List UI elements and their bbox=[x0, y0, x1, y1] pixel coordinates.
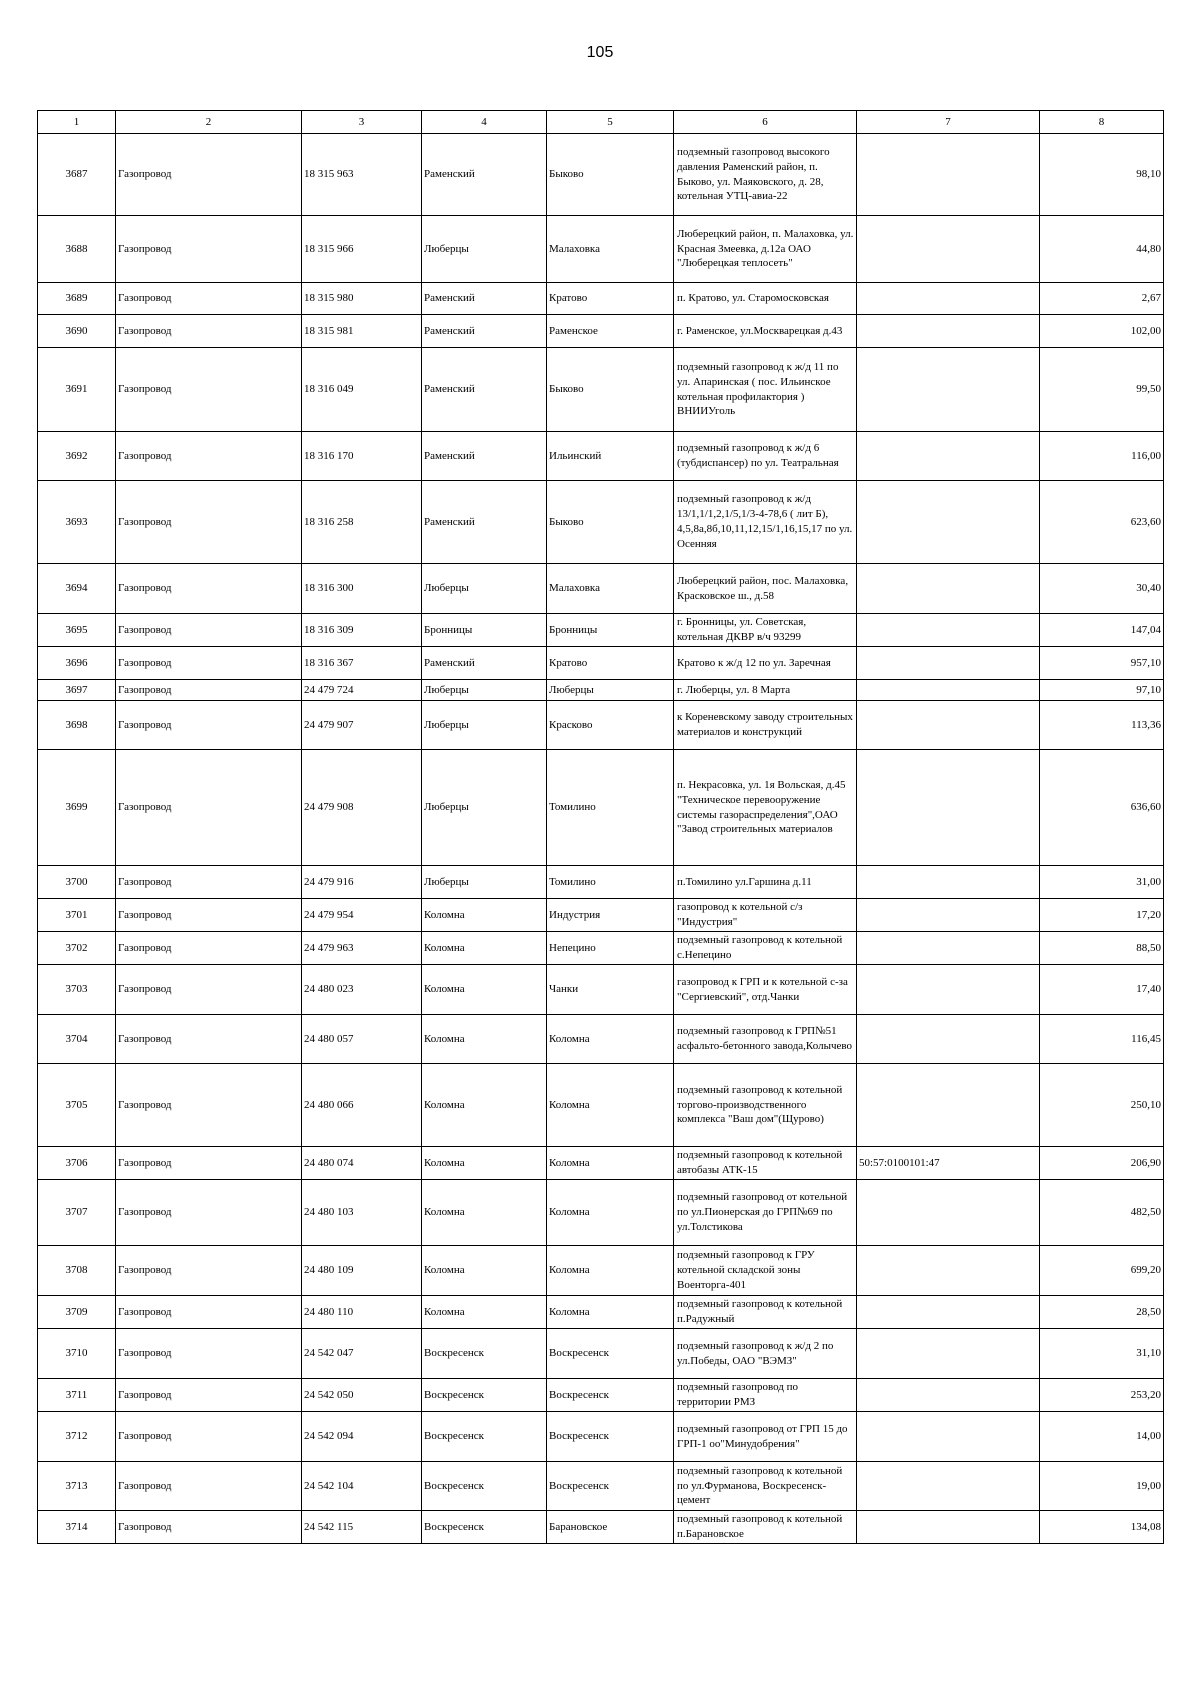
cell-description: подземный газопровод к котельной п.Радужный bbox=[674, 1296, 857, 1329]
cell-locality: Воскресенск bbox=[547, 1462, 674, 1511]
cell-inventory-code: 18 316 300 bbox=[302, 564, 422, 614]
cell-row-number: 3711 bbox=[38, 1379, 116, 1412]
cell-description: подземный газопровод к ж/д 11 по ул. Апаринская ( пос. Ильинское котельная профилактория ) ВНИИУголь bbox=[674, 348, 857, 432]
cell-locality: Коломна bbox=[547, 1246, 674, 1296]
cell-locality: Люберцы bbox=[547, 680, 674, 701]
cell-locality: Малаховка bbox=[547, 216, 674, 283]
table-row bbox=[38, 564, 1164, 614]
cell-locality: Томилино bbox=[547, 866, 674, 899]
cell-inventory-code: 24 542 047 bbox=[302, 1329, 422, 1379]
cell-locality: Коломна bbox=[547, 1064, 674, 1147]
cell-length-value: 44,80 bbox=[1040, 216, 1164, 283]
cell-description: подземный газопровод к котельной автобазы АТК-15 bbox=[674, 1147, 857, 1180]
cell-district: Коломна bbox=[422, 1147, 547, 1180]
cell-cadastral-number bbox=[857, 1296, 1040, 1329]
cell-length-value: 250,10 bbox=[1040, 1064, 1164, 1147]
cell-object-type: Газопровод bbox=[116, 1180, 302, 1246]
cell-object-type: Газопровод bbox=[116, 701, 302, 750]
cell-length-value: 98,10 bbox=[1040, 134, 1164, 216]
cell-length-value: 88,50 bbox=[1040, 932, 1164, 965]
cell-locality: Коломна bbox=[547, 1296, 674, 1329]
cell-locality: Коломна bbox=[547, 1147, 674, 1180]
cell-object-type: Газопровод bbox=[116, 1064, 302, 1147]
cell-district: Воскресенск bbox=[422, 1511, 547, 1544]
cell-object-type: Газопровод bbox=[116, 432, 302, 481]
cell-locality: Быково bbox=[547, 348, 674, 432]
cell-district: Раменский bbox=[422, 481, 547, 564]
cell-cadastral-number bbox=[857, 647, 1040, 680]
cell-length-value: 17,20 bbox=[1040, 899, 1164, 932]
cell-row-number: 3690 bbox=[38, 315, 116, 348]
table-row bbox=[38, 1015, 1164, 1064]
cell-locality: Кратово bbox=[547, 647, 674, 680]
cell-cadastral-number bbox=[857, 564, 1040, 614]
cell-length-value: 28,50 bbox=[1040, 1296, 1164, 1329]
cell-district: Коломна bbox=[422, 932, 547, 965]
cell-row-number: 3713 bbox=[38, 1462, 116, 1511]
cell-district: Люберцы bbox=[422, 564, 547, 614]
cell-cadastral-number bbox=[857, 348, 1040, 432]
cell-cadastral-number bbox=[857, 1015, 1040, 1064]
cell-description: подземный газопровод от котельной по ул.Пионерская до ГРП№69 по ул.Толстикова bbox=[674, 1180, 857, 1246]
cell-cadastral-number bbox=[857, 283, 1040, 315]
table-row bbox=[38, 216, 1164, 283]
cell-length-value: 30,40 bbox=[1040, 564, 1164, 614]
cell-length-value: 699,20 bbox=[1040, 1246, 1164, 1296]
cell-description: г. Бронницы, ул. Советская, котельная ДКВР в/ч 93299 bbox=[674, 614, 857, 647]
cell-object-type: Газопровод bbox=[116, 899, 302, 932]
cell-row-number: 3692 bbox=[38, 432, 116, 481]
cell-inventory-code: 24 479 908 bbox=[302, 750, 422, 866]
cell-description: п. Некрасовка, ул. 1я Вольская, д.45 "Техническое перевооружение системы газораспределения",ОАО "Завод строительных материалов bbox=[674, 750, 857, 866]
cell-cadastral-number bbox=[857, 701, 1040, 750]
cell-object-type: Газопровод bbox=[116, 134, 302, 216]
table-row bbox=[38, 1147, 1164, 1180]
table-row bbox=[38, 750, 1164, 866]
table-row bbox=[38, 134, 1164, 216]
cell-inventory-code: 24 479 954 bbox=[302, 899, 422, 932]
cell-object-type: Газопровод bbox=[116, 1412, 302, 1462]
cell-object-type: Газопровод bbox=[116, 965, 302, 1015]
header-row bbox=[38, 111, 1164, 134]
cell-row-number: 3694 bbox=[38, 564, 116, 614]
cell-row-number: 3709 bbox=[38, 1296, 116, 1329]
cell-locality: Быково bbox=[547, 481, 674, 564]
cell-cadastral-number bbox=[857, 1412, 1040, 1462]
cell-inventory-code: 24 479 963 bbox=[302, 932, 422, 965]
cell-row-number: 3699 bbox=[38, 750, 116, 866]
cell-locality: Быково bbox=[547, 134, 674, 216]
cell-length-value: 116,45 bbox=[1040, 1015, 1164, 1064]
cell-inventory-code: 24 479 724 bbox=[302, 680, 422, 701]
cell-object-type: Газопровод bbox=[116, 315, 302, 348]
cell-description: подземный газопровод к ГРУ котельной складской зоны Военторга-401 bbox=[674, 1246, 857, 1296]
cell-inventory-code: 24 542 104 bbox=[302, 1462, 422, 1511]
cell-row-number: 3707 bbox=[38, 1180, 116, 1246]
cell-inventory-code: 18 315 980 bbox=[302, 283, 422, 315]
cell-cadastral-number bbox=[857, 680, 1040, 701]
cell-row-number: 3688 bbox=[38, 216, 116, 283]
cell-length-value: 102,00 bbox=[1040, 315, 1164, 348]
cell-row-number: 3701 bbox=[38, 899, 116, 932]
cell-row-number: 3704 bbox=[38, 1015, 116, 1064]
cell-district: Коломна bbox=[422, 1296, 547, 1329]
table-row bbox=[38, 1379, 1164, 1412]
table-row bbox=[38, 614, 1164, 647]
column-header-3: 3 bbox=[302, 111, 422, 134]
cell-cadastral-number bbox=[857, 1462, 1040, 1511]
cell-inventory-code: 24 542 115 bbox=[302, 1511, 422, 1544]
cell-inventory-code: 18 316 170 bbox=[302, 432, 422, 481]
cell-locality: Коломна bbox=[547, 1015, 674, 1064]
cell-cadastral-number bbox=[857, 134, 1040, 216]
cell-object-type: Газопровод bbox=[116, 680, 302, 701]
cell-description: газопровод к ГРП и к котельной с-за "Сергиевский", отд.Чанки bbox=[674, 965, 857, 1015]
cell-locality: Малаховка bbox=[547, 564, 674, 614]
cell-inventory-code: 18 315 963 bbox=[302, 134, 422, 216]
cell-length-value: 97,10 bbox=[1040, 680, 1164, 701]
cell-row-number: 3714 bbox=[38, 1511, 116, 1544]
cell-length-value: 253,20 bbox=[1040, 1379, 1164, 1412]
cell-inventory-code: 24 542 094 bbox=[302, 1412, 422, 1462]
cell-object-type: Газопровод bbox=[116, 283, 302, 315]
table-row bbox=[38, 283, 1164, 315]
cell-district: Воскресенск bbox=[422, 1412, 547, 1462]
cell-row-number: 3695 bbox=[38, 614, 116, 647]
cell-locality: Кратово bbox=[547, 283, 674, 315]
cell-cadastral-number bbox=[857, 866, 1040, 899]
cell-inventory-code: 18 315 966 bbox=[302, 216, 422, 283]
cell-length-value: 31,00 bbox=[1040, 866, 1164, 899]
cell-cadastral-number bbox=[857, 1064, 1040, 1147]
cell-cadastral-number bbox=[857, 481, 1040, 564]
cell-description: к Кореневскому заводу строительных материалов и конструкций bbox=[674, 701, 857, 750]
cell-locality: Ильинский bbox=[547, 432, 674, 481]
cell-district: Коломна bbox=[422, 1180, 547, 1246]
cell-row-number: 3698 bbox=[38, 701, 116, 750]
cell-length-value: 2,67 bbox=[1040, 283, 1164, 315]
cell-locality: Раменское bbox=[547, 315, 674, 348]
column-header-4: 4 bbox=[422, 111, 547, 134]
cell-cadastral-number bbox=[857, 315, 1040, 348]
cell-district: Раменский bbox=[422, 315, 547, 348]
cell-row-number: 3691 bbox=[38, 348, 116, 432]
cell-description: Люберецкий район, пос. Малаховка, Красковское ш., д.58 bbox=[674, 564, 857, 614]
table-row bbox=[38, 647, 1164, 680]
cell-description: п. Кратово, ул. Старомосковская bbox=[674, 283, 857, 315]
table-row bbox=[38, 1296, 1164, 1329]
cell-row-number: 3687 bbox=[38, 134, 116, 216]
cell-description: г. Раменское, ул.Москварецкая д.43 bbox=[674, 315, 857, 348]
cell-district: Раменский bbox=[422, 647, 547, 680]
cell-cadastral-number bbox=[857, 899, 1040, 932]
cell-description: Кратово к ж/д 12 по ул. Заречная bbox=[674, 647, 857, 680]
page-number: 105 bbox=[586, 44, 614, 61]
cell-row-number: 3710 bbox=[38, 1329, 116, 1379]
cell-row-number: 3703 bbox=[38, 965, 116, 1015]
cell-inventory-code: 18 316 309 bbox=[302, 614, 422, 647]
cell-cadastral-number: 50:57:0100101:47 bbox=[857, 1147, 1040, 1180]
cell-locality: Воскресенск bbox=[547, 1379, 674, 1412]
cell-locality: Барановское bbox=[547, 1511, 674, 1544]
cell-row-number: 3708 bbox=[38, 1246, 116, 1296]
table-row bbox=[38, 1329, 1164, 1379]
cell-object-type: Газопровод bbox=[116, 1015, 302, 1064]
cell-object-type: Газопровод bbox=[116, 647, 302, 680]
cell-length-value: 206,90 bbox=[1040, 1147, 1164, 1180]
cell-district: Люберцы bbox=[422, 701, 547, 750]
cell-cadastral-number bbox=[857, 965, 1040, 1015]
cell-row-number: 3705 bbox=[38, 1064, 116, 1147]
cell-district: Люберцы bbox=[422, 216, 547, 283]
cell-length-value: 19,00 bbox=[1040, 1462, 1164, 1511]
cell-row-number: 3697 bbox=[38, 680, 116, 701]
cell-description: подземный газопровод к котельной с.Непецино bbox=[674, 932, 857, 965]
cell-cadastral-number bbox=[857, 1329, 1040, 1379]
cell-length-value: 134,08 bbox=[1040, 1511, 1164, 1544]
cell-district: Воскресенск bbox=[422, 1329, 547, 1379]
cell-row-number: 3689 bbox=[38, 283, 116, 315]
table-row bbox=[38, 348, 1164, 432]
cell-row-number: 3696 bbox=[38, 647, 116, 680]
cell-district: Раменский bbox=[422, 348, 547, 432]
column-header-2: 2 bbox=[116, 111, 302, 134]
cell-locality: Чанки bbox=[547, 965, 674, 1015]
cell-row-number: 3712 bbox=[38, 1412, 116, 1462]
cell-object-type: Газопровод bbox=[116, 614, 302, 647]
cell-object-type: Газопровод bbox=[116, 481, 302, 564]
cell-district: Воскресенск bbox=[422, 1462, 547, 1511]
cell-cadastral-number bbox=[857, 1511, 1040, 1544]
cell-inventory-code: 24 479 916 bbox=[302, 866, 422, 899]
cell-description: подземный газопровод высокого давления Раменский район, п. Быково, ул. Маяковского, д. 28, котельная УТЦ-авиа-22 bbox=[674, 134, 857, 216]
cell-length-value: 17,40 bbox=[1040, 965, 1164, 1015]
cell-description: г. Люберцы, ул. 8 Марта bbox=[674, 680, 857, 701]
table-row bbox=[38, 1511, 1164, 1544]
cell-inventory-code: 18 316 367 bbox=[302, 647, 422, 680]
cell-row-number: 3693 bbox=[38, 481, 116, 564]
cell-length-value: 636,60 bbox=[1040, 750, 1164, 866]
cell-object-type: Газопровод bbox=[116, 1462, 302, 1511]
cell-cadastral-number bbox=[857, 1180, 1040, 1246]
cell-length-value: 14,00 bbox=[1040, 1412, 1164, 1462]
cell-object-type: Газопровод bbox=[116, 348, 302, 432]
cell-district: Коломна bbox=[422, 965, 547, 1015]
cell-inventory-code: 24 480 066 bbox=[302, 1064, 422, 1147]
table-row bbox=[38, 1064, 1164, 1147]
cell-object-type: Газопровод bbox=[116, 932, 302, 965]
cell-locality: Непецино bbox=[547, 932, 674, 965]
cell-locality: Бронницы bbox=[547, 614, 674, 647]
cell-inventory-code: 24 480 103 bbox=[302, 1180, 422, 1246]
cell-locality: Красково bbox=[547, 701, 674, 750]
cell-row-number: 3700 bbox=[38, 866, 116, 899]
cell-district: Коломна bbox=[422, 1015, 547, 1064]
cell-cadastral-number bbox=[857, 932, 1040, 965]
cell-description: подземный газопровод к котельной по ул.Фурманова, Воскресенск-цемент bbox=[674, 1462, 857, 1511]
cell-locality: Томилино bbox=[547, 750, 674, 866]
cell-object-type: Газопровод bbox=[116, 1379, 302, 1412]
table-row bbox=[38, 1180, 1164, 1246]
cell-inventory-code: 24 480 074 bbox=[302, 1147, 422, 1180]
cell-district: Воскресенск bbox=[422, 1379, 547, 1412]
cell-locality: Воскресенск bbox=[547, 1329, 674, 1379]
cell-locality: Воскресенск bbox=[547, 1412, 674, 1462]
cell-inventory-code: 24 480 109 bbox=[302, 1246, 422, 1296]
cell-row-number: 3706 bbox=[38, 1147, 116, 1180]
cell-length-value: 482,50 bbox=[1040, 1180, 1164, 1246]
cell-cadastral-number bbox=[857, 614, 1040, 647]
cell-object-type: Газопровод bbox=[116, 1246, 302, 1296]
cell-district: Раменский bbox=[422, 134, 547, 216]
cell-description: подземный газопровод к ж/д 2 по ул.Победы, ОАО "ВЭМЗ" bbox=[674, 1329, 857, 1379]
cell-cadastral-number bbox=[857, 1379, 1040, 1412]
column-header-7: 7 bbox=[857, 111, 1040, 134]
cell-description: подземный газопровод к котельной торгово-производственного комплекса "Ваш дом"(Щурово) bbox=[674, 1064, 857, 1147]
cell-inventory-code: 24 480 023 bbox=[302, 965, 422, 1015]
cell-description: подземный газопровод от ГРП 15 до ГРП-1 оо"Минудобрения" bbox=[674, 1412, 857, 1462]
cell-object-type: Газопровод bbox=[116, 564, 302, 614]
cell-inventory-code: 18 316 258 bbox=[302, 481, 422, 564]
cell-description: подземный газопровод к ж/д 13/1,1/1,2,1/5,1/3-4-78,6 ( лит Б), 4,5,8а,8б,10,11,12,15/1,16,15,17 по ул. Осенняя bbox=[674, 481, 857, 564]
cell-object-type: Газопровод bbox=[116, 866, 302, 899]
cell-object-type: Газопровод bbox=[116, 1329, 302, 1379]
cell-description: п.Томилино ул.Гаршина д.11 bbox=[674, 866, 857, 899]
cell-length-value: 116,00 bbox=[1040, 432, 1164, 481]
cell-object-type: Газопровод bbox=[116, 1147, 302, 1180]
cell-description: подземный газопровод к ж/д 6 (тубдиспансер) по ул. Театральная bbox=[674, 432, 857, 481]
cell-locality: Индустрия bbox=[547, 899, 674, 932]
cell-length-value: 957,10 bbox=[1040, 647, 1164, 680]
cell-district: Раменский bbox=[422, 283, 547, 315]
cell-object-type: Газопровод bbox=[116, 1511, 302, 1544]
cell-inventory-code: 24 480 057 bbox=[302, 1015, 422, 1064]
cell-inventory-code: 24 480 110 bbox=[302, 1296, 422, 1329]
cell-row-number: 3702 bbox=[38, 932, 116, 965]
cell-cadastral-number bbox=[857, 432, 1040, 481]
cell-inventory-code: 18 316 049 bbox=[302, 348, 422, 432]
cell-cadastral-number bbox=[857, 750, 1040, 866]
column-header-1: 1 bbox=[38, 111, 116, 134]
cell-description: подземный газопровод по территории РМЗ bbox=[674, 1379, 857, 1412]
table-row bbox=[38, 965, 1164, 1015]
cell-inventory-code: 24 479 907 bbox=[302, 701, 422, 750]
cell-district: Люберцы bbox=[422, 750, 547, 866]
cell-cadastral-number bbox=[857, 1246, 1040, 1296]
table-row bbox=[38, 315, 1164, 348]
cell-district: Коломна bbox=[422, 1064, 547, 1147]
column-header-5: 5 bbox=[547, 111, 674, 134]
cell-locality: Коломна bbox=[547, 1180, 674, 1246]
table-row bbox=[38, 1462, 1164, 1511]
table-row bbox=[38, 481, 1164, 564]
table-row bbox=[38, 932, 1164, 965]
cell-district: Бронницы bbox=[422, 614, 547, 647]
cell-length-value: 31,10 bbox=[1040, 1329, 1164, 1379]
cell-object-type: Газопровод bbox=[116, 216, 302, 283]
cell-length-value: 623,60 bbox=[1040, 481, 1164, 564]
column-header-6: 6 bbox=[674, 111, 857, 134]
table-body bbox=[38, 134, 1164, 1544]
cell-description: Люберецкий район, п. Малаховка, ул. Красная Змеевка, д.12а ОАО "Люберецкая теплосеть" bbox=[674, 216, 857, 283]
cell-length-value: 147,04 bbox=[1040, 614, 1164, 647]
cell-description: газопровод к котельной с/з "Индустрия" bbox=[674, 899, 857, 932]
table-row bbox=[38, 866, 1164, 899]
cell-description: подземный газопровод к котельной п.Барановское bbox=[674, 1511, 857, 1544]
cell-length-value: 113,36 bbox=[1040, 701, 1164, 750]
cell-district: Коломна bbox=[422, 1246, 547, 1296]
table-row bbox=[38, 899, 1164, 932]
cell-description: подземный газопровод к ГРП№51 асфальто-бетонного завода,Колычево bbox=[674, 1015, 857, 1064]
table-row bbox=[38, 1412, 1164, 1462]
table-row bbox=[38, 701, 1164, 750]
table-row bbox=[38, 680, 1164, 701]
cell-cadastral-number bbox=[857, 216, 1040, 283]
column-header-8: 8 bbox=[1040, 111, 1164, 134]
cell-district: Люберцы bbox=[422, 866, 547, 899]
cell-district: Коломна bbox=[422, 899, 547, 932]
cell-inventory-code: 18 315 981 bbox=[302, 315, 422, 348]
cell-district: Люберцы bbox=[422, 680, 547, 701]
cell-object-type: Газопровод bbox=[116, 750, 302, 866]
cell-object-type: Газопровод bbox=[116, 1296, 302, 1329]
gas-pipeline-table bbox=[37, 110, 1164, 1544]
cell-length-value: 99,50 bbox=[1040, 348, 1164, 432]
table-row bbox=[38, 1246, 1164, 1296]
cell-district: Раменский bbox=[422, 432, 547, 481]
cell-inventory-code: 24 542 050 bbox=[302, 1379, 422, 1412]
table-row bbox=[38, 432, 1164, 481]
